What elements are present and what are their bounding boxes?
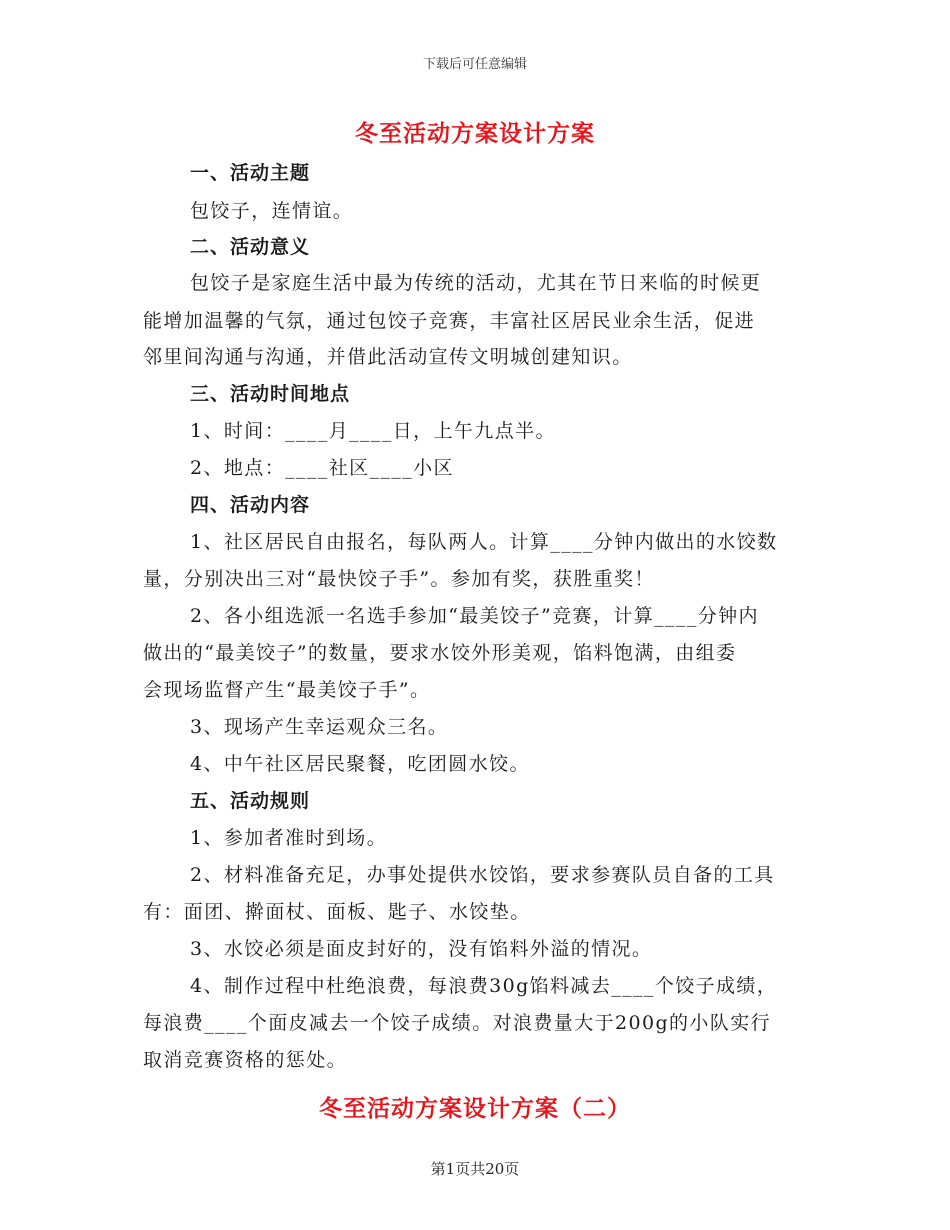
paragraph-line: 包饺子，连情谊。 bbox=[190, 200, 354, 222]
paragraph-line: 1、参加者准时到场。 bbox=[190, 827, 388, 849]
section-heading-content: 四、活动内容 bbox=[190, 494, 311, 516]
paragraph-line: 2、材料准备充足，办事处提供水饺馅，要求参赛队员自备的工具 bbox=[190, 864, 775, 886]
paragraph-line: 量，分别决出三对“最快饺子手”。参加有奖，获胜重奖！ bbox=[143, 568, 655, 590]
paragraph-line: 3、水饺必须是面皮封好的，没有馅料外溢的情况。 bbox=[190, 938, 653, 960]
section-heading-rules: 五、活动规则 bbox=[190, 790, 311, 812]
paragraph-line: 2、各小组选派一名选手参加“最美饺子”竞赛，计算____分钟内 bbox=[190, 605, 759, 627]
page-footer: 第1页共20页 bbox=[430, 1160, 520, 1178]
paragraph-line: 包饺子是家庭生活中最为传统的活动，尤其在节日来临的时候更 bbox=[190, 272, 762, 294]
section-heading-theme: 一、活动主题 bbox=[190, 162, 311, 184]
paragraph-line: 邻里间沟通与沟通，并借此活动宣传文明城创建知识。 bbox=[143, 346, 633, 368]
second-document-title: 冬至活动方案设计方案（二） bbox=[319, 1095, 631, 1122]
paragraph-line: 4、制作过程中杜绝浪费，每浪费30g馅料减去____个饺子成绩， bbox=[190, 975, 778, 997]
section-heading-significance: 二、活动意义 bbox=[190, 236, 311, 258]
paragraph-line: 做出的“最美饺子”的数量，要求水饺外形美观，馅料饱满，由组委 bbox=[143, 642, 737, 664]
paragraph-line: 每浪费____个面皮减去一个饺子成绩。对浪费量大于200g的小队实行 bbox=[143, 1012, 772, 1034]
paragraph-line: 1、时间：____月____日，上午九点半。 bbox=[190, 420, 556, 442]
section-heading-time-place: 三、活动时间地点 bbox=[190, 383, 351, 405]
paragraph-line: 会现场监督产生“最美饺子手”。 bbox=[143, 679, 431, 701]
paragraph-line: 1、社区居民自由报名，每队两人。计算____分钟内做出的水饺数 bbox=[190, 531, 778, 553]
paragraph-line: 取消竞赛资格的惩处。 bbox=[143, 1049, 348, 1071]
paragraph-line: 3、现场产生幸运观众三名。 bbox=[190, 716, 449, 738]
paragraph-line: 2、地点：____社区____小区 bbox=[190, 457, 454, 479]
page-header: 下载后可任意编辑 bbox=[422, 57, 527, 72]
paragraph-line: 能增加温馨的气氛，通过包饺子竞赛，丰富社区居民业余生活，促进 bbox=[143, 310, 756, 332]
document-title: 冬至活动方案设计方案 bbox=[355, 120, 595, 147]
paragraph-line: 有：面团、擀面杖、面板、匙子、水饺垫。 bbox=[143, 901, 531, 923]
paragraph-line: 4、中午社区居民聚餐，吃团圆水饺。 bbox=[190, 753, 530, 775]
